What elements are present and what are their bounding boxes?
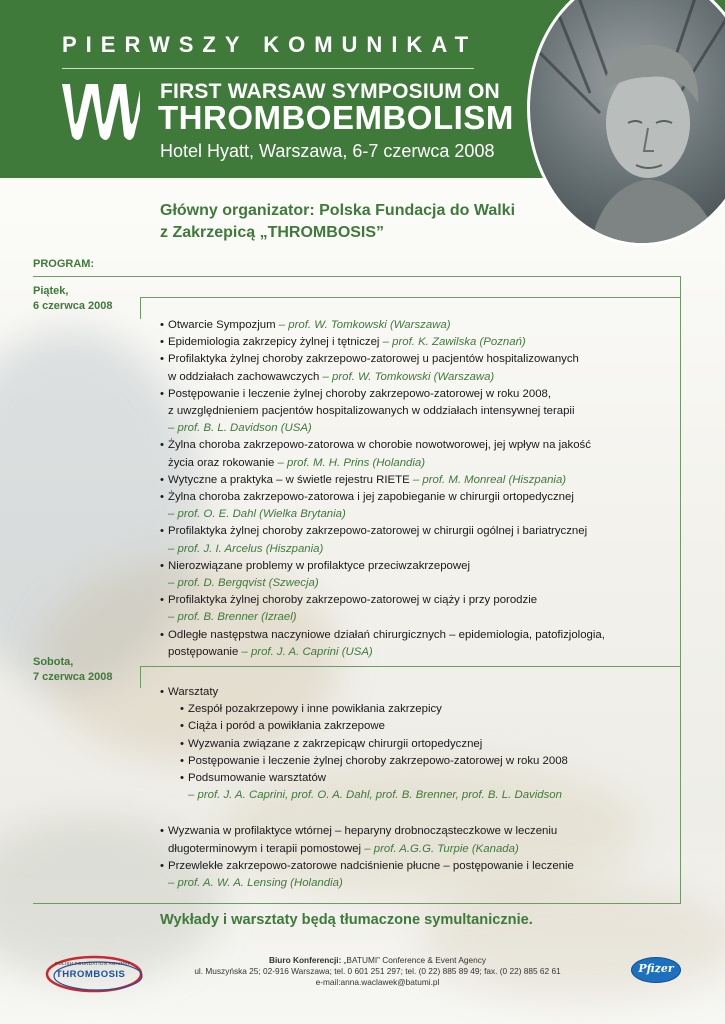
program-label: PROGRAM:	[33, 258, 95, 270]
divider-right-bottom	[680, 666, 681, 904]
speaker: – prof. O. E. Dahl (Wielka Brytania)	[168, 508, 346, 521]
day2-date: 7 czerwca 2008	[33, 671, 113, 683]
logo-left-caption: POLISH FOUNDATION AGAINST	[55, 961, 131, 966]
list-item	[160, 684, 660, 701]
divider-top	[33, 276, 681, 277]
session-title: Żylna choroba zakrzepowo-zatorowa w chorobie nowotworowej, jej wpływ na jakość	[168, 439, 591, 452]
speaker: – prof. B. L. Davidson (USA)	[168, 422, 312, 435]
speaker: – prof. K. Zawilska (Poznań)	[382, 336, 526, 349]
bureau-name: „BATUMI” Conference & Event Agency	[341, 955, 486, 965]
list-item	[160, 351, 660, 368]
list-item	[160, 437, 660, 454]
list-item-cont	[160, 841, 660, 858]
list-item	[160, 523, 660, 540]
session-title: życia oraz rokowanie	[168, 456, 278, 469]
list-item-cont	[160, 541, 660, 558]
kicker: PIERWSZY KOMUNIKAT	[62, 32, 478, 57]
session-title: Profilaktyka żylnej choroby zakrzepowo-zatorowej u pacjentów hospitalizowanych	[168, 353, 579, 366]
day1-label	[33, 284, 143, 314]
day2-label	[33, 655, 143, 685]
symposium-logo-icon	[60, 80, 142, 146]
day1-date: 6 czerwca 2008	[33, 300, 113, 312]
workshop-item: • Postępowanie i leczenie żylnej choroby zakrzepowo-zatorowej w roku 2008	[180, 753, 660, 770]
main-organizer	[160, 200, 540, 244]
divider-day1	[140, 297, 681, 298]
bureau-email[interactable]: e-mail:anna.waclawek@batumi.pl	[315, 977, 440, 988]
venue: Hotel Hyatt, Warszawa, 6-7 czerwca 2008	[160, 141, 495, 161]
divider-day2	[140, 666, 681, 667]
divider-bottom	[33, 903, 681, 904]
workshop-item: • Wyzwania związane z zakrzepicąw chirurgii ortopedycznej	[180, 736, 660, 753]
workshop-item: • Ciąża i poród a powikłania zakrzepowe	[180, 718, 660, 735]
list-item-cont	[160, 506, 660, 523]
speaker: – prof. B. Brenner (Izrael)	[168, 611, 297, 624]
list-item	[160, 472, 660, 489]
session-title: postępowanie	[168, 645, 242, 658]
speaker: – prof. J. A. Caprini (USA)	[241, 645, 373, 658]
list-item-cont	[160, 403, 660, 420]
day2-sessions	[160, 684, 660, 892]
session-title: długoterminowym i terapii pomostowej	[168, 842, 365, 855]
session-title: Profilaktyka żylnej choroby zakrzepowo-zatorowej w ciąży i przy porodzie	[168, 594, 538, 607]
pfizer-logo-text: Pfizer	[638, 962, 674, 975]
speaker: – prof. J. I. Arcelus (Hiszpania)	[168, 542, 324, 555]
translation-note: Wykłady i warsztaty będą tłumaczone symultanicznie.	[160, 912, 533, 928]
workshops-heading: Warsztaty	[168, 686, 219, 698]
divider-right-top	[680, 276, 681, 297]
workshop-item: • Zespół pozakrzepowy i inne powikłania zakrzepicy	[180, 701, 660, 718]
statue-photo	[527, 0, 725, 246]
list-item-cont	[160, 420, 660, 437]
workshop-speakers: – prof. J. A. Caprini, prof. O. A. Dahl, prof. B. Brenner, prof. B. L. Davidson	[188, 789, 562, 802]
title-line-2: THROMBOEMBOLISM	[158, 99, 514, 136]
organizer-line-1: Główny organizator: Polska Fundacja do Walki	[160, 202, 516, 219]
session-title: Wytyczne a praktyka – w świetle rejestru RIETE	[168, 473, 413, 486]
speaker: – prof. A. W. A. Lensing (Holandia)	[168, 877, 343, 890]
list-item	[160, 558, 660, 575]
list-item	[160, 627, 660, 644]
session-title: z uwzględnieniem pacjentów hospitalizowanych w oddziałach intensywnej terapii	[168, 405, 575, 418]
bureau-address: ul. Muszyńska 25; 02-916 Warszawa; tel. 0 601 251 297; tel. (0 22) 885 89 49; fax. (0 22) 885 62 61	[194, 966, 561, 977]
list-item	[160, 489, 660, 506]
session-title: Otwarcie Sympozjum	[168, 319, 279, 331]
conference-bureau	[170, 955, 585, 989]
speaker: – prof. W. Tomkowski (Warszawa)	[278, 319, 451, 331]
day1-sessions	[160, 317, 660, 661]
day1-name: Piątek,	[33, 285, 69, 297]
session-title: Postępowanie i leczenie żylnej choroby zakrzepowo-zatorowej w roku 2008,	[168, 387, 552, 400]
bureau-label: Biuro Konferencji:	[268, 955, 342, 965]
session-title: Epidemiologia zakrzepicy żylnej i tętniczej	[168, 336, 383, 349]
session-title: Profilaktyka żylnej choroby zakrzepowo-zatorowej w chirurgii ogólnej i bariatrycznej	[168, 525, 588, 538]
session-title: Odległe następstwa naczyniowe działań chirurgicznych – epidemiologia, patofizjologia,	[168, 628, 605, 641]
list-item	[160, 858, 660, 875]
list-item-cont	[160, 609, 660, 626]
divider-right-mid	[680, 297, 681, 667]
speaker: – prof. M. Monreal (Hiszpania)	[412, 473, 567, 486]
speaker: – prof. W. Tomkowski (Warszawa)	[322, 370, 495, 383]
speaker: – prof. A.G.G. Turpie (Kanada)	[364, 842, 519, 855]
title-line-1: FIRST WARSAW SYMPOSIUM ON	[160, 80, 500, 103]
speaker: – prof. M. H. Prins (Holandia)	[277, 456, 426, 469]
organizer-line-2: z Zakrzepicą „THROMBOSIS”	[160, 224, 385, 241]
list-item	[160, 334, 660, 351]
list-item-cont	[160, 369, 660, 386]
speaker: – prof. D. Bergqvist (Szwecja)	[168, 577, 319, 590]
workshop-item: • Podsumowanie warsztatów	[180, 770, 660, 787]
list-item	[160, 386, 660, 403]
day2-name: Sobota,	[33, 656, 74, 668]
logo-left-name: THROMBOSIS	[56, 969, 126, 980]
header-divider	[62, 68, 474, 69]
list-item-cont	[160, 455, 660, 472]
session-title: w oddziałach zachowawczych	[168, 370, 323, 383]
list-item	[160, 317, 660, 334]
list-item	[160, 592, 660, 609]
list-item-cont	[160, 875, 660, 892]
session-title: Wyzwania w profilaktyce wtórnej – heparyny drobnocząsteczkowe w leczeniu	[168, 825, 558, 838]
session-title: Przewlekłe zakrzepowo-zatorowe nadciśnienie płucne – postępowanie i leczenie	[168, 859, 574, 872]
session-title: Nierozwiązane problemy w profilaktyce przeciwzakrzepowej	[168, 559, 470, 572]
list-item-cont	[160, 644, 660, 661]
list-item	[160, 823, 660, 840]
list-item-cont	[160, 575, 660, 592]
session-title: Żylna choroba zakrzepowo-zatorowa i jej zapobieganie w chirurgii ortopedycznej	[168, 491, 574, 504]
